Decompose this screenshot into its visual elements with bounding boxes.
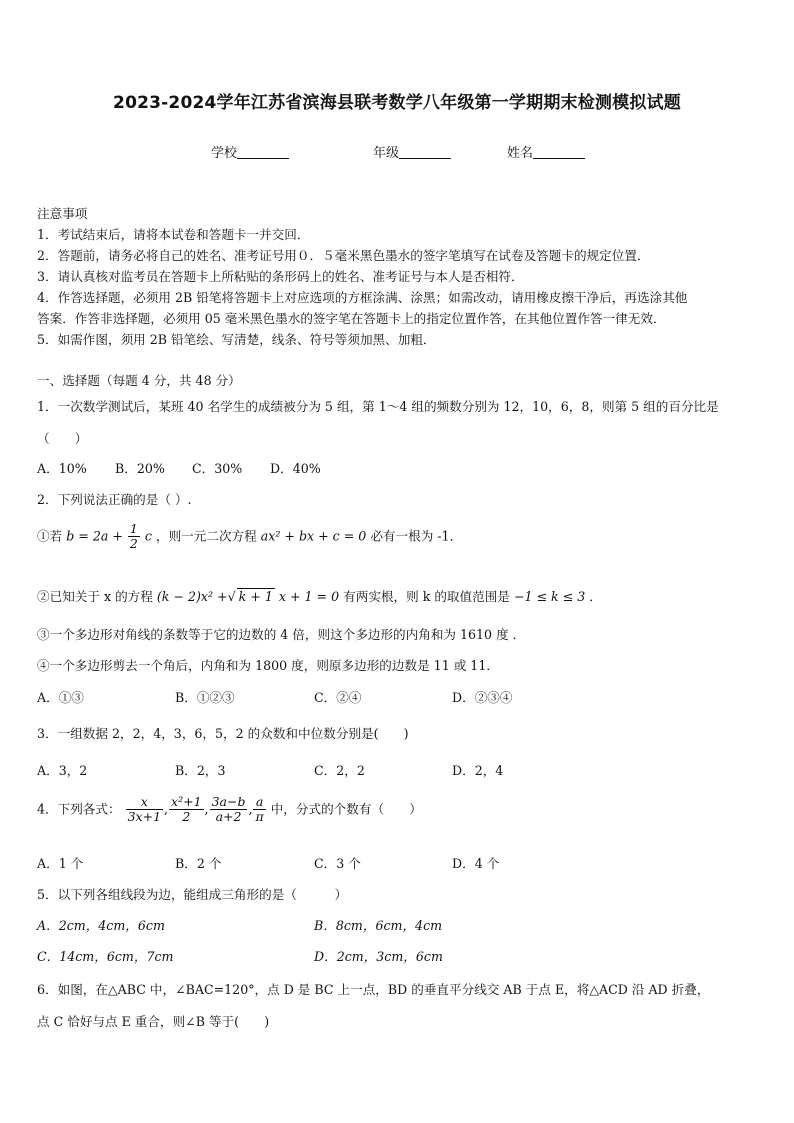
q2-s1-fraction: [128, 522, 140, 552]
grade-blank[interactable]: [399, 146, 451, 159]
q4-sep: ,: [204, 801, 209, 817]
fraction-numerator: x: [126, 795, 163, 810]
q4-fraction-3: [210, 795, 248, 825]
fraction-denominator: 2: [129, 536, 138, 552]
q4-post: 中，分式的个数有（ ）: [270, 801, 422, 817]
section-heading: 一、选择题（每题 4 分，共 48 分）: [37, 373, 241, 388]
question-3-stem: 3．一组数据 2，2，4，3，6，5，2 的众数和中位数分别是( ): [37, 726, 409, 741]
q4-pre: 4．下列各式：: [37, 801, 121, 817]
q2-statement-2: [37, 586, 602, 605]
fraction-denominator: 2: [182, 809, 191, 825]
q4-sep: ,: [248, 801, 253, 817]
name-field: [507, 142, 585, 161]
question-5-stem: 5．以下列各组线段为边，能组成三角形的是（ ）: [37, 887, 348, 902]
q2-option-a[interactable]: A．①③: [37, 690, 84, 705]
notice-item: 3．请认真核对监考员在答题卡上所粘贴的条形码上的姓名、准考证号与本人是否相符．: [37, 269, 524, 284]
q2-statement-3: ③一个多边形对角线的条数等于它的边数的 4 倍，则这个多边形的内角和为 1610 度 ．: [37, 627, 526, 642]
q3-option-b[interactable]: B．2，3: [175, 763, 226, 778]
q4-option-a[interactable]: A．1 个: [37, 856, 84, 871]
q2-s1-pre: ①若: [37, 528, 63, 544]
fraction-denominator: 3x+1: [127, 809, 162, 825]
q1-option-a[interactable]: A．10%: [37, 461, 87, 476]
q4-option-d[interactable]: D．4 个: [452, 856, 500, 871]
grade-label: 年级: [373, 146, 400, 161]
q2-s1-mid: ，则一元二次方程: [155, 528, 257, 544]
q3-option-a[interactable]: A．3，2: [37, 763, 88, 778]
q2-statement-1: [37, 522, 462, 552]
q2-s2-eq-b: x + 1 = 0: [278, 589, 340, 604]
fraction-numerator: x²+1: [171, 794, 202, 809]
q2-statement-4: ④一个多边形剪去一个角后，内角和为 1800 度，则原多边形的边数是 11 或 11．: [37, 658, 499, 673]
notice-item: 1．考试结束后，请将本试卷和答题卡一并交回．: [37, 227, 310, 242]
grade-field: [373, 142, 451, 161]
question-1-stem: 1．一次数学测试后，某班 40 名学生的成绩被分为 5 组，第 1～4 组的频数分别为 12，10，6，8，则第 5 组的百分比是: [37, 399, 719, 414]
notice-heading: 注意事项: [37, 206, 88, 221]
notice-item: 5．如需作图，须用 2B 铅笔绘、写清楚，线条、符号等须加黑、加粗．: [37, 332, 436, 347]
q4-option-b[interactable]: B．2 个: [175, 856, 222, 871]
q2-s2-eq-a: (k − 2)x² +: [156, 589, 228, 604]
q2-s2-pre: ②已知关于 x 的方程: [37, 589, 153, 604]
name-blank[interactable]: [533, 146, 585, 159]
q5-option-a[interactable]: A．2cm，4cm，6cm: [37, 918, 165, 933]
q4-fraction-2: [169, 795, 204, 825]
q2-s1-eq-left: b = 2a +: [66, 528, 123, 544]
q3-option-d[interactable]: D．2，4: [452, 763, 504, 778]
notice-item: 2．答题前，请务必将自己的姓名、准考证号用０．５毫米黑色墨水的签字笔填写在试卷及答题卡的规定位置．: [37, 248, 650, 263]
exam-title: 2023-2024学年江苏省滨海县联考数学八年级第一学期期末检测模拟试题: [113, 93, 681, 113]
question-4-stem: [37, 795, 422, 825]
fraction-numerator: 1: [129, 521, 138, 536]
q2-option-b[interactable]: B．①②③: [175, 690, 235, 705]
q4-fraction-1: [126, 795, 163, 825]
q2-s2-range: −1 ≤ k ≤ 3: [513, 589, 586, 604]
q5-option-b[interactable]: B．8cm，6cm，4cm: [314, 918, 443, 933]
q1-option-c[interactable]: C．30%: [192, 461, 243, 476]
q2-s2-sqrt: k + 1: [238, 589, 273, 604]
question-6-line-1: 6．如图，在△ABC 中，∠BAC=120°，点 D 是 BC 上一点，BD 的垂直平分线交 AB 于点 E，将△ACD 沿 AD 折叠，: [37, 982, 710, 997]
question-2-stem: 2．下列说法正确的是（ ）.: [37, 492, 192, 507]
q4-fraction-4: [253, 795, 265, 825]
notice-item: 答案．作答非选择题，必须用 05 毫米黑色墨水的签字笔在答题卡上的指定位置作答，在其他位置作答一律无效．: [37, 311, 666, 326]
q1-option-d[interactable]: D．40%: [270, 461, 321, 476]
q5-option-d[interactable]: D．2cm，3cm，6cm: [314, 949, 443, 964]
q2-option-c[interactable]: C．②④: [314, 690, 362, 705]
q3-option-c[interactable]: C．2，2: [314, 763, 365, 778]
q5-option-c[interactable]: C．14cm，6cm，7cm: [37, 949, 174, 964]
school-label: 学校: [211, 146, 238, 161]
question-6-line-2: 点 C 恰好与点 E 重合，则∠B 等于( ): [37, 1014, 270, 1029]
q2-s1-post: 必有一根为 -1．: [370, 528, 463, 544]
fraction-denominator: π: [255, 809, 264, 825]
q4-sep: ,: [164, 801, 169, 817]
q2-s2-post: ．: [589, 589, 602, 604]
question-1-paren: （ ）: [37, 431, 88, 446]
fraction-denominator: a+2: [215, 809, 242, 825]
q2-s1-c: c: [144, 528, 152, 544]
q2-option-d[interactable]: D．②③④: [452, 690, 513, 705]
q1-option-b[interactable]: B．20%: [115, 461, 165, 476]
school-field: [211, 142, 289, 161]
q2-s2-mid: 有两实根，则 k 的取值范围是: [343, 589, 510, 604]
q4-option-c[interactable]: C．3 个: [314, 856, 361, 871]
sqrt-icon: √: [227, 589, 236, 604]
name-label: 姓名: [507, 146, 534, 161]
q2-s1-eq2: ax² + bx + c = 0: [260, 528, 367, 544]
fraction-numerator: a: [253, 795, 265, 810]
fraction-numerator: 3a−b: [211, 794, 246, 809]
school-blank[interactable]: [237, 146, 289, 159]
notice-item: 4．作答选择题，必须用 2B 铅笔将答题卡上对应选项的方框涂满、涂黑；如需改动，请用橡皮擦干净后，再选涂其他: [37, 290, 688, 305]
